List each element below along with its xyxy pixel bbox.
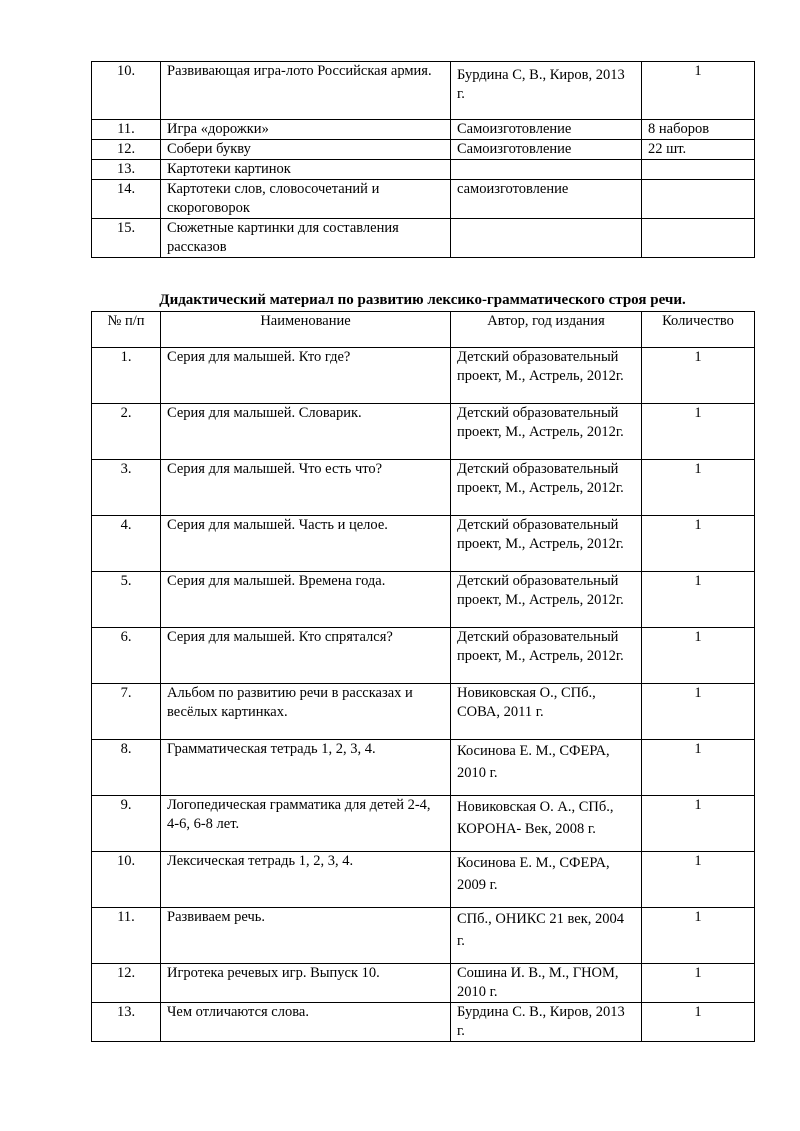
table-row (92, 348, 755, 404)
item-name: Лексическая тетрадь 1, 2, 3, 4. (161, 852, 451, 908)
item-name: Альбом по развитию речи в рассказах и весёлых картинках. (161, 684, 451, 740)
item-quantity: 1 (642, 1003, 755, 1042)
header-author: Автор, год издания (451, 312, 642, 348)
table-row (92, 404, 755, 460)
item-name: Картотеки слов, словосочетаний и скороговорок (161, 180, 451, 219)
row-number: 6. (92, 628, 161, 684)
header-quantity: Количество (642, 312, 755, 348)
item-quantity: 1 (642, 908, 755, 964)
table-row (92, 120, 755, 140)
item-name: Грамматическая тетрадь 1, 2, 3, 4. (161, 740, 451, 796)
row-number: 13. (92, 1003, 161, 1042)
item-quantity: 8 наборов (642, 120, 755, 140)
item-name: Собери букву (161, 140, 451, 160)
item-author: самоизготовление (451, 180, 642, 219)
header-name: Наименование (161, 312, 451, 348)
row-number: 14. (92, 180, 161, 219)
table-row (92, 180, 755, 219)
table-row (92, 572, 755, 628)
row-number: 5. (92, 572, 161, 628)
table-row (92, 684, 755, 740)
table-row (92, 140, 755, 160)
item-author: Новиковская О., СПб., СОВА, 2011 г. (451, 684, 642, 740)
row-number: 12. (92, 964, 161, 1003)
row-number: 12. (92, 140, 161, 160)
item-author (451, 160, 642, 180)
item-author: Детский образовательный проект, М., Астрель, 2012г. (451, 516, 642, 572)
row-number: 10. (92, 62, 161, 120)
table-row (92, 516, 755, 572)
row-number: 1. (92, 348, 161, 404)
item-quantity: 1 (642, 684, 755, 740)
table-row (92, 964, 755, 1003)
row-number: 8. (92, 740, 161, 796)
table-row (92, 62, 755, 120)
item-author: Сошина И. В., М., ГНОМ, 2010 г. (451, 964, 642, 1003)
item-author: СПб., ОНИКС 21 век, 2004 г. (451, 908, 642, 964)
item-quantity: 1 (642, 516, 755, 572)
row-number: 4. (92, 516, 161, 572)
item-quantity (642, 219, 755, 258)
item-author: Самоизготовление (451, 120, 642, 140)
item-name: Игротека речевых игр. Выпуск 10. (161, 964, 451, 1003)
row-number: 11. (92, 120, 161, 140)
item-quantity: 1 (642, 460, 755, 516)
item-name: Игра «дорожки» (161, 120, 451, 140)
item-quantity: 1 (642, 964, 755, 1003)
table-row (92, 160, 755, 180)
header-number: № п/п (92, 312, 161, 348)
section-title: Дидактический материал по развитию лексико-грамматического строя речи. (159, 292, 686, 308)
row-number: 7. (92, 684, 161, 740)
table-row (92, 796, 755, 852)
item-name: Серия для малышей. Словарик. (161, 404, 451, 460)
item-author: Косинова Е. М., СФЕРА, 2009 г. (451, 852, 642, 908)
item-name: Серия для малышей. Что есть что? (161, 460, 451, 516)
item-author: Бурдина С, В., Киров, 2013 г. (451, 62, 642, 120)
item-name: Развиваем речь. (161, 908, 451, 964)
row-number: 15. (92, 219, 161, 258)
item-quantity: 22 шт. (642, 140, 755, 160)
table-row (92, 219, 755, 258)
table-row (92, 1003, 755, 1042)
item-name: Сюжетные картинки для составления рассказов (161, 219, 451, 258)
item-name: Серия для малышей. Времена года. (161, 572, 451, 628)
item-quantity (642, 160, 755, 180)
item-quantity: 1 (642, 796, 755, 852)
item-name: Развивающая игра-лото Российская армия. (161, 62, 451, 120)
item-author: Новиковская О. А., СПб., КОРОНА- Век, 2008 г. (451, 796, 642, 852)
item-quantity: 1 (642, 404, 755, 460)
lexical-grammar-materials-table (91, 311, 755, 1042)
item-author: Косинова Е. М., СФЕРА, 2010 г. (451, 740, 642, 796)
item-name: Картотеки картинок (161, 160, 451, 180)
item-author (451, 219, 642, 258)
item-author: Бурдина С. В., Киров, 2013 г. (451, 1003, 642, 1042)
row-number: 11. (92, 908, 161, 964)
item-quantity: 1 (642, 348, 755, 404)
table-header-row (92, 312, 755, 348)
materials-table-continued (91, 61, 755, 258)
item-name: Логопедическая грамматика для детей 2-4, 4-6, 6-8 лет. (161, 796, 451, 852)
row-number: 10. (92, 852, 161, 908)
row-number: 9. (92, 796, 161, 852)
item-quantity (642, 180, 755, 219)
item-author: Детский образовательный проект, М., Астрель, 2012г. (451, 348, 642, 404)
item-quantity: 1 (642, 628, 755, 684)
table-row (92, 460, 755, 516)
item-quantity: 1 (642, 852, 755, 908)
item-author: Детский образовательный проект, М., Астрель, 2012г. (451, 404, 642, 460)
item-author: Самоизготовление (451, 140, 642, 160)
table-row (92, 740, 755, 796)
table-row (92, 628, 755, 684)
table-row (92, 908, 755, 964)
item-quantity: 1 (642, 740, 755, 796)
row-number: 3. (92, 460, 161, 516)
item-name: Серия для малышей. Кто где? (161, 348, 451, 404)
row-number: 2. (92, 404, 161, 460)
item-quantity: 1 (642, 62, 755, 120)
item-name: Серия для малышей. Кто спрятался? (161, 628, 451, 684)
item-author: Детский образовательный проект, М., Астрель, 2012г. (451, 628, 642, 684)
item-name: Чем отличаются слова. (161, 1003, 451, 1042)
row-number: 13. (92, 160, 161, 180)
item-quantity: 1 (642, 572, 755, 628)
item-name: Серия для малышей. Часть и целое. (161, 516, 451, 572)
table-row (92, 852, 755, 908)
item-author: Детский образовательный проект, М., Астрель, 2012г. (451, 460, 642, 516)
item-author: Детский образовательный проект, М., Астрель, 2012г. (451, 572, 642, 628)
